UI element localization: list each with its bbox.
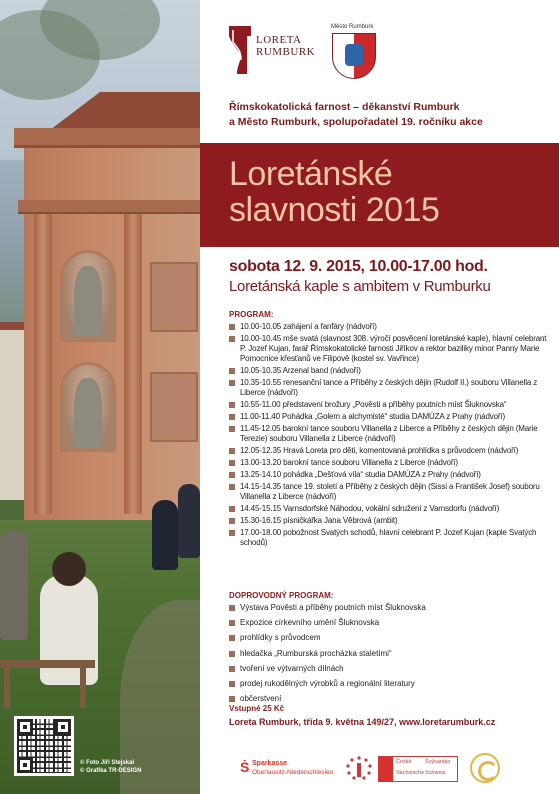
circular-logo-icon xyxy=(470,753,500,783)
qr-pattern xyxy=(17,719,71,773)
sparkasse-name: Sparkasse xyxy=(252,760,288,767)
title-line1: Loretánské xyxy=(229,155,393,193)
program-item: 13.25-14.10 pohádka „Dešťová víla“ studia DAMÚZA z Prahy (nádvoří) xyxy=(229,470,549,480)
bench xyxy=(0,660,95,668)
address-line[interactable]: Loreta Rumburk, třída 9. května 149/27, www.loretarumburk.cz xyxy=(229,717,496,727)
accompanying-item: prohlídky s průvodcem xyxy=(229,633,549,643)
logo-text: Švýcarsko xyxy=(425,759,451,765)
accompanying-item: tvoření ve výtvarných dílnách xyxy=(229,664,549,674)
program-item: 17.00-18.00 pobožnost Svatých schodů, hlavní celebrant P. Jozef Kujan (kaple Svatých schodů) xyxy=(229,528,549,548)
loreta-logo-text xyxy=(256,34,315,58)
town-crest-icon xyxy=(332,33,376,79)
program-item: 13.00-13.20 barokní tance souboru Villanella z Liberce (nádvoří) xyxy=(229,458,549,468)
design-credit: © Grafika TR-DESIGN xyxy=(80,768,142,774)
event-place: Loretánská kaple s ambitem v Rumburku xyxy=(229,278,491,295)
organizer-line2: a Město Rumburk, spolupořadatel 19. ročníku akce xyxy=(229,116,483,128)
program-item: 10.00-10.45 mše svatá (slavnost 308. výročí posvěcení loretánské kaple), hlavní celebrant P. Jozef Kujan, farář Římskokatolické farnosti Jiříkov a rektor baziliky minor Panny Marie Pomocnice křesťanů ve Filipově (kostel sv. Vavřince) xyxy=(229,334,549,364)
organizer-line1: Římskokatolická farnost – děkanství Rumburk xyxy=(229,101,460,113)
program-item: 10.00-10.05 zahájení a fanfáry (nádvoří) xyxy=(229,322,549,332)
chapel-column xyxy=(34,214,52,514)
program-item: 11.45-12.05 barokní tance souboru Villanella z Liberce a Příběhy z českých dějin (Marie Terezie) souboru Villanella z Liberce (nádvoří) xyxy=(229,424,549,444)
accompanying-item: prodej rukodělných výrobků a regionální literatury xyxy=(229,679,549,689)
program-item: 10.05-10.35 Arzenal band (nádvoří) xyxy=(229,366,549,376)
program-list xyxy=(229,322,549,550)
program-item: 15.30-16.15 písničkářka Jana Věbrová (ambit) xyxy=(229,516,549,526)
statue xyxy=(74,378,102,448)
sparkasse-logo-icon: Ṡ xyxy=(240,759,250,775)
qr-finder xyxy=(55,719,71,735)
program-item: 10.35-10.55 renesanční tance a Příběhy z českých dějin (Rudolf II.) souboru Villanella z Liberce (nádvoří) xyxy=(229,378,549,398)
ceske-svycarsko-logo xyxy=(378,756,458,782)
accompanying-item: Výstava Pověsti a příběhy poutních míst Šluknovska xyxy=(229,603,549,613)
wall-relief xyxy=(150,262,198,332)
eu-stars-logo-icon xyxy=(342,754,376,784)
logo-text: České xyxy=(396,759,412,765)
loreta-logo-line2: RUMBURK xyxy=(256,46,316,58)
qr-finder xyxy=(17,757,33,773)
qr-code[interactable] xyxy=(14,716,74,776)
accompanying-item: hledačka „Rumburská procházka staletími“ xyxy=(229,649,549,659)
event-date: sobota 12. 9. 2015, 10.00-17.00 hod. xyxy=(229,258,488,275)
program-heading: PROGRAM: xyxy=(229,310,274,319)
musician xyxy=(152,500,178,570)
musician xyxy=(178,484,200,558)
statue xyxy=(74,266,102,336)
spectator-head xyxy=(52,552,86,586)
sparkasse-region: Oberlausitz-Niederschlesien xyxy=(252,769,334,776)
program-item: 11.00-11.40 Pohádka „Golem a alchymisté“ studia DAMÚZA z Prahy (nádvoří) xyxy=(229,412,549,422)
event-photo xyxy=(0,0,200,794)
photo-credit: © Foto Jiří Stejskal xyxy=(80,760,135,766)
mesto-logo-label: Město Rumburk xyxy=(331,24,374,30)
logo-text: Sächsische xyxy=(396,770,425,776)
program-item: 12.05-12.35 Hravá Loreta pro děti, komentovaná prohlídka s průvodcem (nádvoří) xyxy=(229,446,549,456)
spectator xyxy=(40,575,98,685)
chapel-cornice xyxy=(14,128,200,148)
loreta-logo-line1: LORETA xyxy=(256,34,302,46)
program-item: 14.45-15.15 Varnsdorfské Náhodou, vokální sdružení z Varnsdorfu (nádvoří) xyxy=(229,504,549,514)
bench-leg xyxy=(80,668,86,708)
program-item: 10.55-11.00 představení brožury „Pověsti a příběhy poutních míst Šluknovska“ xyxy=(229,400,549,410)
accompanying-item: občerstvení xyxy=(229,694,549,704)
logo-text: Schweiz xyxy=(425,770,446,776)
entry-fee: Vstupné 25 Kč xyxy=(229,704,285,713)
photo-credits xyxy=(80,759,141,775)
spectator xyxy=(0,530,28,640)
logo-red-block xyxy=(379,757,393,781)
bench-leg xyxy=(4,668,10,708)
wall-relief xyxy=(150,372,198,442)
qr-finder xyxy=(17,719,33,735)
accompanying-list xyxy=(229,603,549,709)
organizer xyxy=(229,100,483,130)
title-line2: slavnosti 2015 xyxy=(229,191,440,229)
accompanying-item: Expozice církevního umění Šluknovska xyxy=(229,618,549,628)
accompanying-heading: DOPROVODNÝ PROGRAM: xyxy=(229,591,334,600)
program-item: 14.15-14.35 tance 19. století a Příběhy z českých dějin (Sissi a František Josef) souboru Villanella z Liberce (nádvoří) xyxy=(229,482,549,502)
event-title xyxy=(229,156,439,228)
chapel-cornice xyxy=(18,200,200,214)
chapel-column xyxy=(124,214,142,514)
